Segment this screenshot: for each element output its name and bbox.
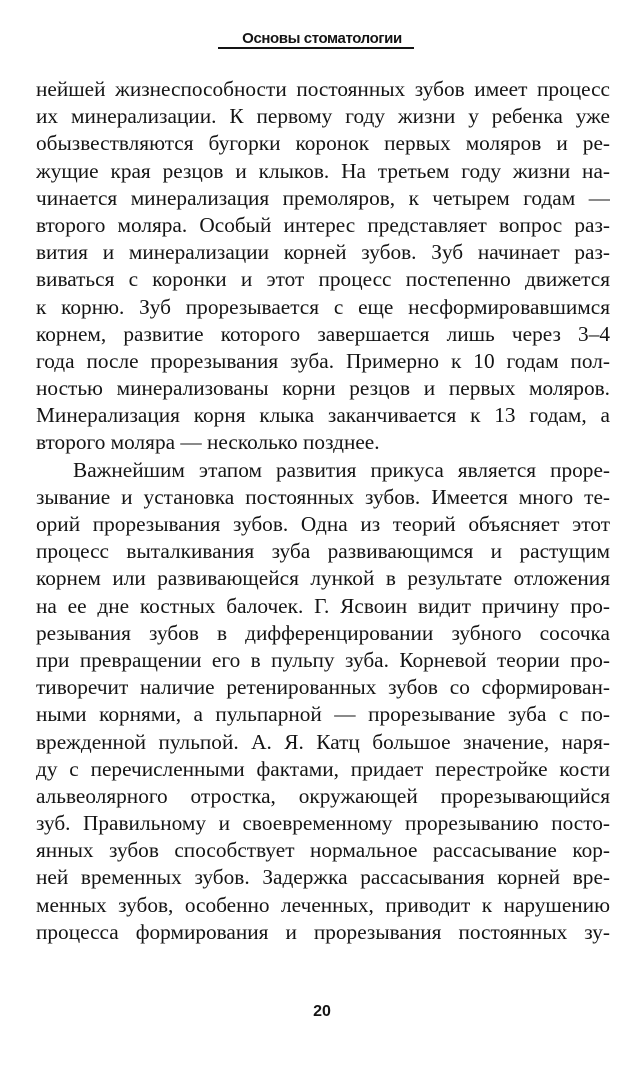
text-line: корнем или развивающейся лункой в результате отложения (36, 566, 610, 591)
text-line: года после прорезывания зуба. Примерно к 10 годам пол- (36, 348, 610, 373)
text-line: корнем, развитие которого завершается лишь через 3–4 (36, 321, 610, 346)
text-line: ностью минерализованы корни резцов и первых моляров. (36, 376, 610, 401)
text-line: резывания зубов в дифференцировании зубного сосочка (36, 620, 610, 645)
text-line: вития и минерализации корней зубов. Зуб начинает раз- (36, 240, 610, 265)
running-header-title: Основы стоматологии (242, 30, 402, 47)
running-header (0, 30, 644, 48)
text-line: зывание и установка постоянных зубов. Имеется много те- (36, 484, 610, 509)
text-line: янных зубов способствует нормальное рассасывание кор- (36, 838, 610, 863)
text-line: ду с перечисленными фактами, придает перестройке кости (36, 756, 610, 781)
text-line: процесса формирования и прорезывания постоянных зу- (36, 919, 610, 944)
text-line: второго моляра — несколько позднее. (36, 430, 380, 455)
header-rule (218, 47, 414, 49)
text-line: тиворечит наличие ретенированных зубов со сформирован- (36, 675, 610, 700)
text-line: обызвествляются бугорки коронок первых моляров и ре- (36, 131, 610, 156)
text-line: Минерализация корня клыка заканчивается к 13 годам, а (36, 403, 610, 428)
text-line: виваться с коронки и этот процесс постепенно движется (36, 267, 610, 292)
text-line: при превращении его в пульпу зуба. Корневой теории про- (36, 647, 610, 672)
text-line: чинается минерализация премоляров, к четырем годам — (36, 185, 610, 210)
text-line: процесс выталкивания зуба развивающимся и растущим (36, 539, 610, 564)
text-line: к корню. Зуб прорезывается с еще несформировавшимся (36, 294, 610, 319)
paragraph-1 (36, 76, 610, 457)
text-line: второго моляра. Особый интерес представляет вопрос раз- (36, 212, 610, 237)
paragraph-2 (36, 457, 610, 946)
text-line: зуб. Правильному и своевременному прорезыванию посто- (36, 811, 610, 836)
text-line: жущие края резцов и клыков. На третьем году жизни на- (36, 158, 610, 183)
text-line: альвеолярного отростка, окружающей прорезывающийся (36, 783, 610, 808)
text-line: их минерализации. К первому году жизни у ребенка уже (36, 104, 610, 129)
page-number: 20 (313, 1003, 331, 1020)
body-text (36, 76, 610, 946)
text-line: нейшей жизнеспособности постоянных зубов имеет процесс (36, 77, 610, 101)
text-line: орий прорезывания зубов. Одна из теорий объясняет этот (36, 512, 610, 536)
text-line: ными корнями, а пульпарной — прорезывание зуба с по- (36, 702, 610, 727)
text-line: врежденной пульпой. А. Я. Катц большое значение, наря- (36, 729, 610, 754)
text-line: на ее дне костных балочек. Г. Ясвоин видит причину про- (36, 593, 610, 618)
text-line: ней временных зубов. Задержка рассасывания корней вре- (36, 865, 610, 890)
text-line: менных зубов, особенно леченных, приводит к нарушению (36, 892, 610, 917)
text-line: Важнейшим этапом развития прикуса является проре- (73, 457, 610, 482)
